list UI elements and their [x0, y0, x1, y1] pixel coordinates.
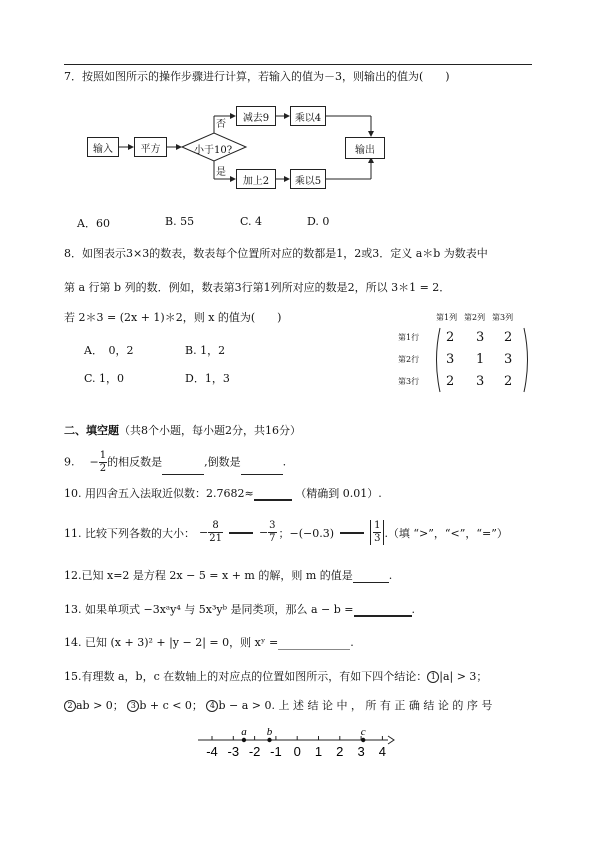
- q11-f3: ；−(−0.3): [278, 526, 335, 540]
- q13: [64, 601, 415, 617]
- flow-square-box: 平方: [134, 137, 167, 157]
- q10-note: （精确到 0.01）.: [295, 487, 382, 500]
- q12-text: 12.已知 x=2 是方程 2x − 5 = x + m 的解，则 m 的值是: [64, 569, 353, 582]
- q8-option-c: C. 1，0: [84, 372, 125, 385]
- col-header-3: 第3列: [492, 313, 514, 322]
- col-header-1: 第1列: [436, 313, 458, 322]
- tick-label: -1: [270, 744, 282, 759]
- flow-times4-box: 乘以4: [290, 106, 326, 126]
- q12-answer-blank[interactable]: [353, 582, 389, 583]
- q9-answer-blank-1[interactable]: [162, 474, 204, 475]
- q8-line-3: 若 2＊3 = (2x + 1)＊2，则 x 的值为( ): [64, 311, 282, 324]
- q9-answer-blank-2[interactable]: [241, 474, 283, 475]
- cell-3-1: 2: [446, 374, 455, 389]
- flow-output-box: 输出: [345, 137, 385, 159]
- q14-answer-blank[interactable]: [278, 649, 350, 650]
- tick-label: -4: [206, 744, 218, 759]
- q13-text: 13. 如果单项式 −3xᵃy⁴ 与 5x³yᵇ 是同类项，那么 a − b =: [64, 603, 354, 616]
- q15-c2: ab > 0；: [76, 699, 124, 712]
- q12-end: .: [388, 569, 393, 582]
- tick-label: -3: [227, 744, 240, 759]
- cell-3-2: 3: [476, 374, 485, 389]
- tick-label: 1: [314, 744, 323, 759]
- cell-1-2: 3: [476, 330, 485, 345]
- q9-number: 9.: [64, 455, 75, 469]
- q11-hint: .（填 “>”，“<”，“=”）: [384, 526, 508, 540]
- flow-minus9-box: 减去9: [236, 106, 276, 126]
- q15-c3: b + c < 0；: [139, 699, 203, 712]
- q15-number-line: [196, 726, 396, 764]
- q15-line-2: [64, 697, 492, 713]
- q8-option-b: B. 1，2: [185, 344, 226, 357]
- q11: [64, 520, 508, 545]
- q8-option-d: D．1，3: [185, 372, 230, 385]
- q9-text-b: ,倒数是: [204, 455, 241, 469]
- q14-text: 14. 已知 (x + 3)² + |y − 2| = 0，则 xʸ =: [64, 636, 279, 649]
- point-label-a: a: [241, 726, 247, 738]
- flow-times5-box: 乘以5: [290, 169, 326, 189]
- q11-label: 11. 比较下列各数的大小：: [64, 526, 195, 540]
- point-a: [242, 738, 246, 742]
- cell-2-3: 3: [504, 352, 513, 367]
- q7-option-b: B. 55: [165, 215, 195, 228]
- col-header-2: 第2列: [464, 313, 486, 322]
- axis-arrow: [388, 736, 394, 744]
- q11-abs-fraction: $\frac{1}{3}$: [370, 520, 384, 545]
- q14: [64, 634, 354, 650]
- q15-text: 15.有理数 a，b，c 在数轴上的对应点的位置如图所示，有如下四个结论：: [64, 670, 428, 683]
- q15-line-1: [64, 668, 487, 684]
- q11-f2-sign: −: [258, 526, 269, 539]
- row-header-3: 第3行: [398, 377, 420, 386]
- q13-answer-blank[interactable]: [354, 615, 412, 617]
- section-note: （共8个小题，每小题2分，共16分）: [119, 424, 301, 437]
- q13-end: .: [411, 603, 416, 616]
- row-header-2: 第2行: [398, 355, 420, 364]
- tick-label: 0: [293, 744, 301, 759]
- q10-answer-blank[interactable]: [254, 499, 292, 501]
- q11-blank-2[interactable]: [340, 532, 364, 534]
- q8-option-a: A． 0，2: [84, 344, 134, 357]
- q7-option-a: A．60: [77, 217, 110, 230]
- q10-text: 10. 用四舍五入法取近似数：2.7682≈: [64, 487, 254, 500]
- q15-mark-3: 3: [127, 700, 139, 712]
- q9: [64, 450, 286, 475]
- q9-fraction: $\frac{1}{2}$: [99, 450, 107, 474]
- flow-no-label: 否: [216, 119, 226, 130]
- q15-c4: b − a > 0.: [218, 699, 275, 712]
- point-c: [361, 738, 365, 742]
- flow-plus2-box: 加上2: [236, 169, 276, 189]
- q11-fraction-1: $\frac{8}{21}$: [209, 520, 222, 544]
- row-header-1: 第1行: [398, 333, 420, 342]
- tick-label: 4: [378, 744, 387, 759]
- header-rule: [64, 64, 532, 65]
- q15-c1: |a| > 3；: [439, 670, 488, 683]
- q7-stem: 7．按照如图所示的操作步骤进行计算，若输入的值为－3，则输出的值为( ): [64, 70, 450, 83]
- flow-decision-label: 小于10?: [194, 145, 233, 156]
- tick-label: 3: [357, 744, 365, 759]
- cell-2-1: 3: [446, 352, 455, 367]
- point-label-b: b: [266, 726, 273, 738]
- q9-minus: −: [89, 455, 99, 469]
- q7-option-c: C. 4: [240, 215, 263, 228]
- q11-blank-1[interactable]: [229, 532, 253, 534]
- q14-end: .: [350, 636, 354, 649]
- point-label-c: c: [360, 726, 366, 738]
- q7-option-d: D. 0: [307, 215, 330, 228]
- point-b: [267, 738, 271, 742]
- q8-line-1: 8．如图表示3×3的数表，数表每个位置所对应的数都是1，2或3．定义 a＊b 为数表中: [64, 247, 488, 260]
- q15-mark-4: 4: [206, 700, 218, 712]
- flow-input-box: 输入: [87, 137, 119, 157]
- q15-tail: 上 述 结 论 中 ， 所 有 正 确 结 论 的 序 号: [278, 699, 493, 712]
- q15-mark-2: 2: [64, 700, 76, 712]
- q10: [64, 485, 382, 501]
- q11-f1-sign: −: [199, 526, 209, 539]
- section-title: [64, 422, 301, 438]
- q15-mark-1: 1: [427, 671, 439, 683]
- q9-end: .: [282, 455, 287, 469]
- tick-label: -2: [248, 744, 261, 759]
- flow-yes-label: 是: [216, 167, 226, 178]
- cell-2-2: 1: [476, 352, 485, 367]
- section-title-label: 二、填空题: [64, 424, 119, 437]
- q11-fraction-2: $\frac{3}{7}$: [269, 520, 276, 544]
- q12: [64, 567, 392, 583]
- cell-1-3: 2: [504, 330, 513, 345]
- tick-label: 2: [336, 744, 344, 759]
- q8-line-2: 第 a 行第 b 列的数．例如，数表第3行第1列所对应的数是2，所以 3＊1 = 2．: [64, 281, 451, 294]
- q8-number-table: [396, 312, 536, 394]
- q9-text-a: 的相反数是: [107, 455, 163, 469]
- cell-1-1: 2: [446, 330, 455, 345]
- cell-3-3: 2: [504, 374, 513, 389]
